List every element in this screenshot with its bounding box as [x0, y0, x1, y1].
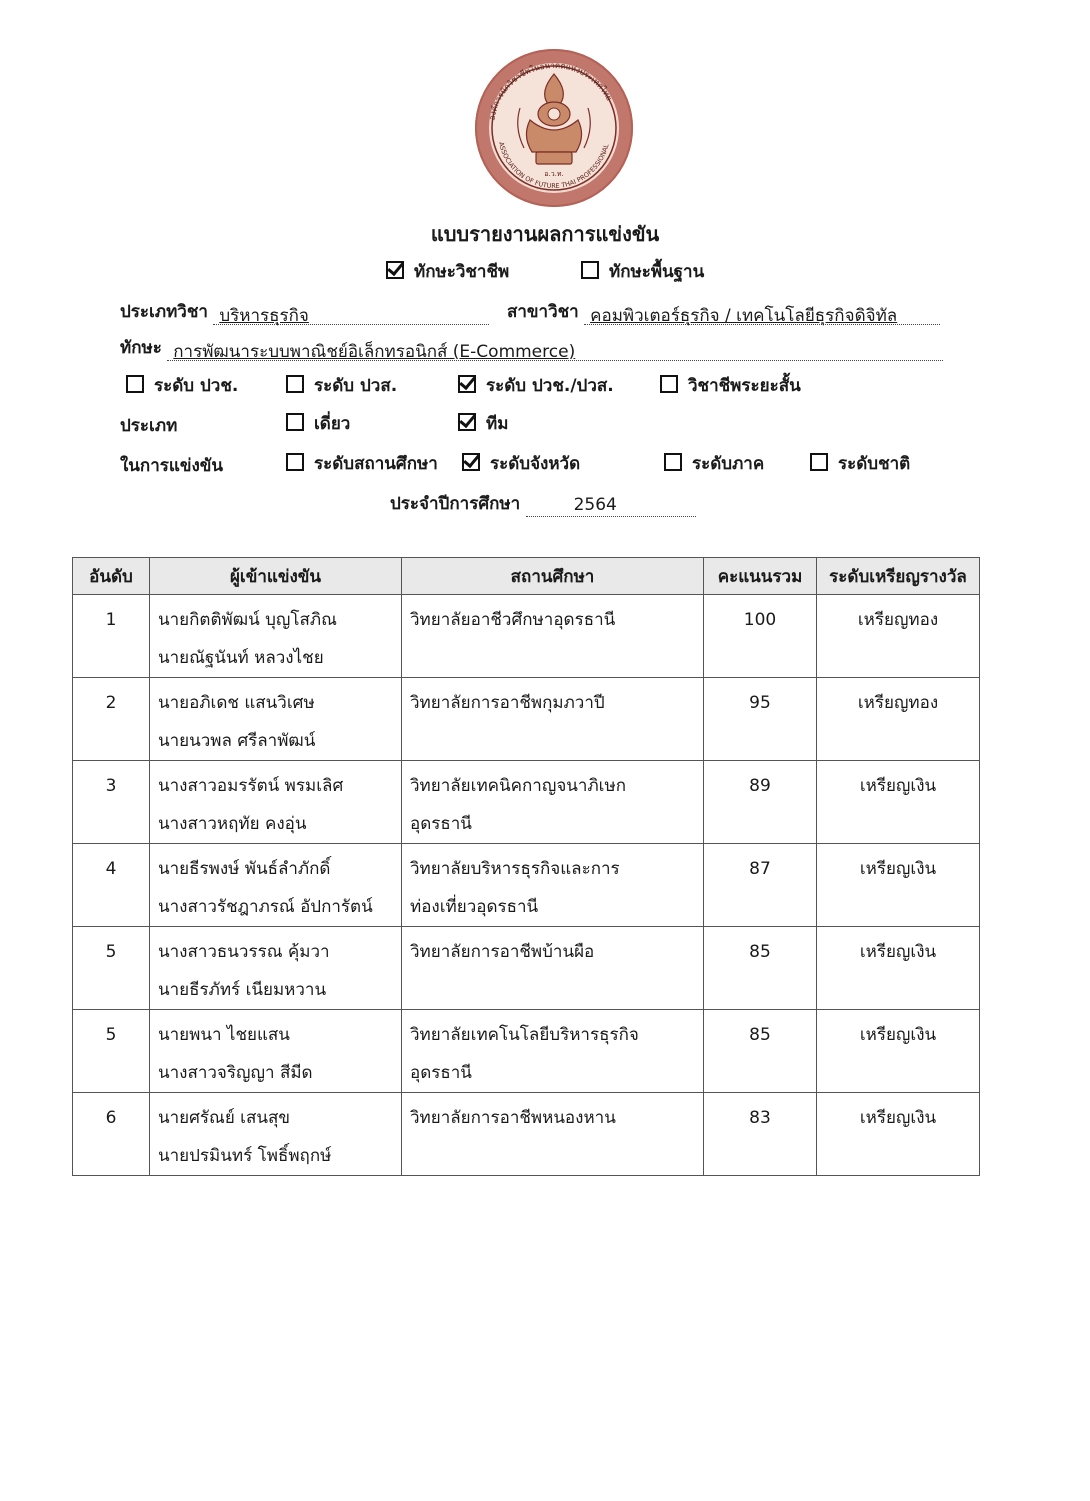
competitors-cell: นายอภิเดช แสนวิเศษ นายนวพล ศรีลาพัฒน์ [150, 678, 402, 761]
checkbox-icon[interactable] [664, 453, 682, 471]
award-cell: เหรียญเงิน [817, 1010, 980, 1093]
table-row [73, 844, 980, 927]
school-cell: วิทยาลัยเทคโนโลยีบริหารธุรกิจ อุดรธานี [402, 1010, 704, 1093]
award-cell: เหรียญทอง [817, 595, 980, 678]
header-score: คะแนนรวม [704, 558, 817, 595]
competition-school[interactable]: ระดับสถานศึกษา [286, 450, 438, 477]
school-cell: วิทยาลัยอาชีวศึกษาอุดรธานี [402, 595, 704, 678]
category-label: ประเภท [120, 416, 178, 436]
score-cell: 87 [704, 844, 817, 927]
seal-center-text: อ.ว.ท. [544, 170, 564, 178]
competitors-cell: นางสาวอมรรัตน์ พรมเลิศ นางสาวหฤทัย คงอุ่น [150, 761, 402, 844]
checkbox-checked-icon[interactable] [458, 375, 476, 393]
checkbox-checked-icon[interactable] [462, 453, 480, 471]
level-short-course[interactable]: วิชาชีพระยะสั้น [660, 372, 801, 399]
table-row [73, 761, 980, 844]
level-pvc-pvs[interactable]: ระดับ ปวช./ปวส. [458, 372, 614, 399]
school-cell: วิทยาลัยการอาชีพบ้านผือ [402, 927, 704, 1010]
checkbox-icon[interactable] [810, 453, 828, 471]
level-pvc[interactable]: ระดับ ปวช. [126, 372, 238, 399]
header-award: ระดับเหรียญรางวัล [817, 558, 980, 595]
table-header-row [73, 558, 980, 595]
score-cell: 95 [704, 678, 817, 761]
checkbox-icon[interactable] [286, 453, 304, 471]
award-cell: เหรียญเงิน [817, 761, 980, 844]
rank-cell: 6 [73, 1093, 150, 1176]
rank-cell: 1 [73, 595, 150, 678]
skill-row [120, 334, 943, 361]
competition-label: ในการแข่งขัน [120, 456, 224, 476]
award-cell: เหรียญเงิน [817, 1093, 980, 1176]
table-row [73, 927, 980, 1010]
field-row [507, 298, 940, 325]
award-cell: เหรียญทอง [817, 678, 980, 761]
competitors-cell: นายธีรพงษ์ พันธ์ลำภักดิ์ นางสาวรัชฎาภรณ์ อัปการัตน์ [150, 844, 402, 927]
subject-type-row [120, 298, 489, 325]
school-cell: วิทยาลัยการอาชีพกุมภวาปี [402, 678, 704, 761]
competitors-cell: นางสาวธนวรรณ คุ้มวา นายธีรภัทร์ เนียมหวาน [150, 927, 402, 1010]
award-cell: เหรียญเงิน [817, 844, 980, 927]
skill-label: ทักษะ [120, 338, 162, 358]
header-rank: อันดับ [73, 558, 150, 595]
competitors-cell: นายศรัณย์ เสนสุข นายปรมินทร์ โพธิ์พฤกษ์ [150, 1093, 402, 1176]
table-row [73, 1093, 980, 1176]
award-cell: เหรียญเงิน [817, 927, 980, 1010]
competitors-cell: นายพนา ไชยแสน นางสาวจริญญา สีมีด [150, 1010, 402, 1093]
seal-ring-text-bottom: ASSOCIATION OF FUTURE THAI PROFESSIONAL [496, 141, 611, 191]
academic-year-value: 2564 [526, 495, 696, 517]
header-competitors: ผู้เข้าแข่งขัน [150, 558, 402, 595]
skill-type-basic[interactable]: ทักษะพื้นฐาน [581, 258, 704, 285]
seal-ring-text-top: องค์การนักวิชาชีพในอนาคตแห่งประเทศไทย [487, 60, 614, 121]
field-label: สาขาวิชา [507, 302, 579, 322]
score-cell: 100 [704, 595, 817, 678]
competitors-cell: นายกิตติพัฒน์ บุญโสภิณ นายณัฐนันท์ หลวงไชย [150, 595, 402, 678]
academic-year-row [390, 490, 696, 517]
header-school: สถานศึกษา [402, 558, 704, 595]
score-cell: 85 [704, 1010, 817, 1093]
table-row [73, 678, 980, 761]
field-value: คอมพิวเตอร์ธุรกิจ / เทคโนโลยีธุรกิจดิจิทัล [590, 306, 898, 326]
rank-cell: 2 [73, 678, 150, 761]
score-cell: 83 [704, 1093, 817, 1176]
checkbox-checked-icon[interactable] [458, 413, 476, 431]
score-cell: 85 [704, 927, 817, 1010]
table-row [73, 595, 980, 678]
competition-national[interactable]: ระดับชาติ [810, 450, 910, 477]
checkbox-icon[interactable] [581, 261, 599, 279]
table-row [73, 1010, 980, 1093]
school-cell: วิทยาลัยเทคนิคกาญจนาภิเษก อุดรธานี [402, 761, 704, 844]
form-title: แบบรายงานผลการแข่งขัน [430, 222, 660, 246]
category-team[interactable]: ทีม [458, 410, 508, 437]
academic-year-label: ประจำปีการศึกษา [390, 494, 521, 514]
checkbox-icon[interactable] [126, 375, 144, 393]
rank-cell: 5 [73, 927, 150, 1010]
results-table [72, 557, 980, 1176]
checkbox-icon[interactable] [660, 375, 678, 393]
level-pvs[interactable]: ระดับ ปวส. [286, 372, 397, 399]
competition-region[interactable]: ระดับภาค [664, 450, 764, 477]
skill-type-professional[interactable]: ทักษะวิชาชีพ [386, 258, 509, 285]
subject-type-value: บริหารธุรกิจ [219, 306, 309, 326]
association-seal-logo [474, 48, 634, 208]
subject-type-label: ประเภทวิชา [120, 302, 208, 322]
rank-cell: 4 [73, 844, 150, 927]
school-cell: วิทยาลัยการอาชีพหนองหาน [402, 1093, 704, 1176]
competition-province[interactable]: ระดับจังหวัด [462, 450, 580, 477]
rank-cell: 3 [73, 761, 150, 844]
checkbox-checked-icon[interactable] [386, 261, 404, 279]
category-single[interactable]: เดี่ยว [286, 410, 350, 437]
checkbox-icon[interactable] [286, 375, 304, 393]
rank-cell: 5 [73, 1010, 150, 1093]
checkbox-icon[interactable] [286, 413, 304, 431]
school-cell: วิทยาลัยบริหารธุรกิจและการ ท่องเที่ยวอุดรธานี [402, 844, 704, 927]
score-cell: 89 [704, 761, 817, 844]
skill-value: การพัฒนาระบบพาณิชย์อิเล็กทรอนิกส์ (E-Commerce) [173, 342, 576, 362]
